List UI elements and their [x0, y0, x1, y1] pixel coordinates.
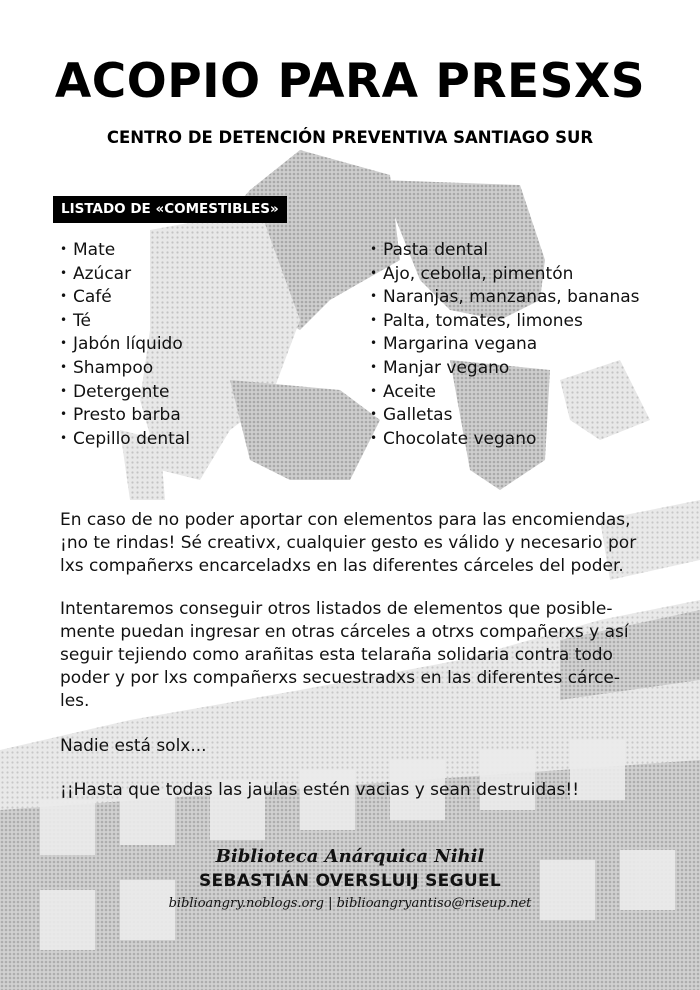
- list-item: • Mate: [60, 238, 190, 262]
- page-title: ACOPIO PARA PRESXS: [54, 54, 646, 109]
- paragraph-nadie-solx: Nadie está solx...: [60, 736, 207, 756]
- list-item: • Chocolate vegano: [370, 427, 640, 451]
- list-item: • Té: [60, 309, 190, 333]
- paragraph-other-lists: Intentaremos conseguir otros listados de elementos que posible-mente puedan ingresar en otras cárceles a otrxs compañerxs y así seguir tejiendo como arañitas esta telaraña solidaria contra todo poder y por lxs compañerxs secuestradxs en las diferentes cárce-les.: [60, 599, 629, 711]
- list-item: • Naranjas, manzanas, bananas: [370, 285, 640, 309]
- items-column-1: [60, 238, 190, 450]
- list-item: • Café: [60, 285, 190, 309]
- items-column-2: [370, 238, 640, 450]
- list-item: • Palta, tomates, limones: [370, 309, 640, 333]
- list-item: • Aceite: [370, 380, 640, 404]
- list-item: • Shampoo: [60, 356, 190, 380]
- list-item: • Cepillo dental: [60, 427, 190, 451]
- list-item: • Margarina vegana: [370, 332, 640, 356]
- list-item: • Galletas: [370, 403, 640, 427]
- footer-contact-links: biblioangry.noblogs.org | biblioangryantiso@riseup.net: [168, 896, 532, 911]
- list-item: • Ajo, cebolla, pimentón: [370, 262, 640, 286]
- list-item: • Pasta dental: [370, 238, 640, 262]
- paragraph-closing-slogan: ¡¡Hasta que todas las jaulas estén vacias y sean destruidas!!: [60, 780, 580, 800]
- list-label: LISTADO DE «COMESTIBLES»: [53, 196, 287, 223]
- page-subtitle: CENTRO DE DETENCIÓN PREVENTIVA SANTIAGO SUR: [106, 128, 594, 147]
- paragraph-encouragement: En caso de no poder aportar con elementos para las encomiendas, ¡no te rindas! Sé creativx, cualquier gesto es válido y necesario por lxs compañerxs encarceladxs en las diferentes cárceles del poder.: [60, 510, 637, 576]
- list-item: • Azúcar: [60, 262, 190, 286]
- footer-dedication-name: SEBASTIÁN OVERSLUIJ SEGUEL: [199, 871, 501, 891]
- list-item: • Presto barba: [60, 403, 190, 427]
- footer-library-name: Biblioteca Anárquica Nihil: [215, 846, 485, 867]
- list-item: • Detergente: [60, 380, 190, 404]
- list-item: • Jabón líquido: [60, 332, 190, 356]
- list-item: • Manjar vegano: [370, 356, 640, 380]
